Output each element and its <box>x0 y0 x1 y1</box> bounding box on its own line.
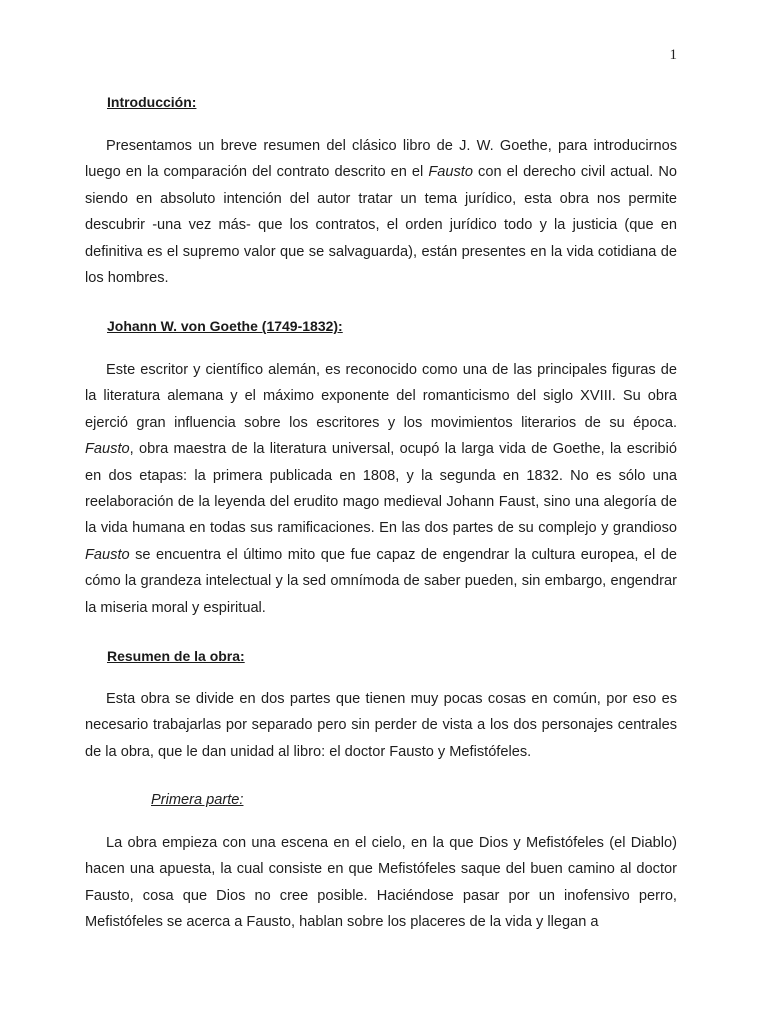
goethe-text-part-1: Este escritor y científico alemán, es reconocido como una de las principales figuras de la literatura alemana y el máximo exponente del romanticismo del siglo XVIII. Su obra ejerció gran influencia sobre los escritores y los movimientos literarios de su época. <box>85 362 677 431</box>
primera-parte-heading: Primera parte: <box>151 792 244 808</box>
goethe-heading: Johann W. von Goethe (1749-1832): <box>107 318 343 334</box>
goethe-text-part-2: , obra maestra de la literatura universal, ocupó la larga vida de Goethe, la escribió en dos etapas: la primera publicada en 1808, y la segunda en 1832. No es sólo una reelaboración de la leyenda del erudito mago medieval Johann Faust, sino una alegoría de la vida humana en todas sus ramificaciones. En las dos partes de su complejo y grandioso <box>85 441 677 537</box>
goethe-fausto-title-2: Fausto <box>85 546 130 563</box>
goethe-text-part-3: se encuentra el último mito que fue capaz de engendrar la cultura europea, el de cómo la grandeza intelectual y la sed omnímoda de saber pueden, sin embargo, engendrar la miseria moral y espiritual. <box>85 546 677 616</box>
primera-parte-paragraph <box>85 830 677 936</box>
goethe-fausto-title-1: Fausto <box>85 441 130 458</box>
intro-paragraph <box>85 133 677 291</box>
resumen-text: Esta obra se divide en dos partes que tienen muy pocas cosas en común, por eso es necesario trabajarlas por separado pero sin perder de vista a los dos personajes centrales de la obra, que le dan unidad al libro: el doctor Fausto y Mefistófeles. <box>85 691 677 760</box>
intro-text-part-2: con el derecho civil actual. No siendo en absoluto intención del autor tratar un tema jurídico, esta obra nos permite descubrir -una vez más- que los contratos, el orden jurídico todo y la justicia (que en definitiva es el supremo valor que se salvaguarda), están presentes en la vida cotidiana de los hombres. <box>85 164 677 287</box>
primera-parte-text: La obra empieza con una escena en el cielo, en la que Dios y Mefistófeles (el Diablo) hacen una apuesta, la cual consiste en que Mefistófeles saque del buen camino al doctor Fausto, cosa que Dios no cree posible. Haciéndose pasar por un inofensivo perro, Mefistófeles se acerca a Fausto, hablan sobre los placeres de la vida y llegan a <box>85 835 677 931</box>
resumen-paragraph <box>85 686 677 765</box>
intro-fausto-title: Fausto <box>428 164 473 181</box>
intro-heading: Introducción: <box>107 94 197 110</box>
goethe-paragraph <box>85 357 677 621</box>
page-number: 1 <box>669 47 677 63</box>
resumen-heading: Resumen de la obra: <box>107 648 245 664</box>
intro-text-part-1: Presentamos un breve resumen del clásico libro de J. W. Goethe, para introducirnos luego en la comparación del contrato descrito en el <box>85 138 677 181</box>
